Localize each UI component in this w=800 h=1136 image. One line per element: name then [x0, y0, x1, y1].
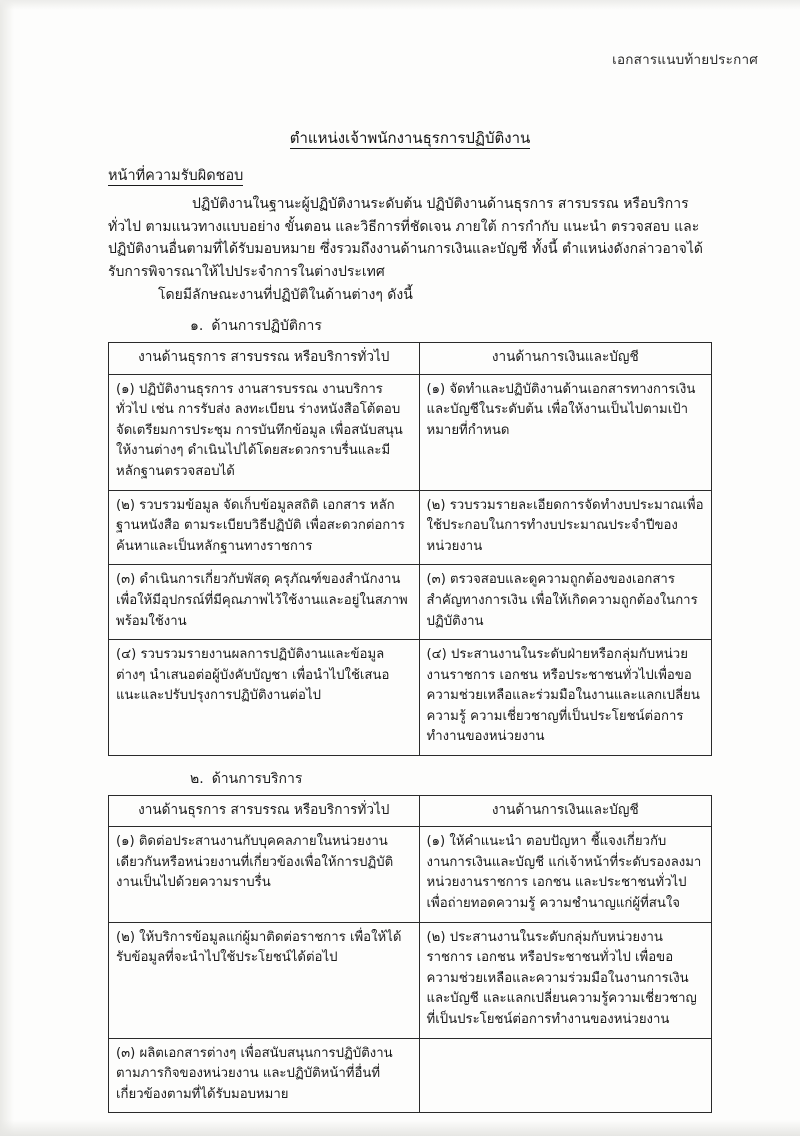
duty-cell-general: (๓) ผลิตเอกสารต่างๆ เพื่อสนับสนุนการปฏิบัติงานตามภารกิจของหน่วยงาน และปฏิบัติหน้าที่อื่นที่เกี่ยวข้องตามที่ได้รับมอบหมาย — [109, 1038, 420, 1113]
table-row — [109, 827, 712, 922]
page-title-text: ตำแหน่งเจ้าพนักงานธุรการปฏิบัติงาน — [289, 129, 531, 147]
duty-cell-general: (๒) ให้บริการข้อมูลแก่ผู้มาติดต่อราชการ เพื่อให้ได้รับข้อมูลที่จะนำไปใช้ประโยชน์ได้ต่อไป — [109, 922, 420, 1038]
duty-cell-finance: (๒) ประสานงานในระดับกลุ่มกับหน่วยงานราชการ เอกชน หรือประชาชนทั่วไป เพื่อขอความช่วยเหลือและความร่วมมือในงานการเงินและบัญชี และแลกเปลี่ยนความรู้ความเชี่ยวชาญที่เป็นประโยชน์ต่อการทำงานของหน่วยงาน — [419, 922, 711, 1038]
table-row — [109, 922, 712, 1038]
attachment-note: เอกสารแนบท้ายประกาศ — [612, 52, 758, 68]
intro-paragraph-2-text: โดยมีลักษณะงานที่ปฏิบัติในด้านต่างๆ ดังนี้ — [158, 286, 413, 303]
table-header-row — [109, 343, 712, 374]
duty-cell-finance: (๓) ตรวจสอบและดูความถูกต้องของเอกสารสำคัญทางการเงิน เพื่อให้เกิดความถูกต้องในการปฏิบัติงาน — [419, 565, 711, 640]
duty-cell-finance: (๑) ให้คำแนะนำ ตอบปัญหา ชี้แจงเกี่ยวกับงานการเงินและบัญชี แก่เจ้าหน้าที่ระดับรองลงมา หน่วยงานราชการ เอกชน และประชาชนทั่วไป เพื่อถ่ายทอดความรู้ ความชำนาญแก่ผู้ที่สนใจ — [419, 827, 711, 922]
column-header-finance-accounting: งานด้านการเงินและบัญชี — [419, 343, 711, 374]
section-1-number: ๑. — [190, 318, 204, 335]
section-1-title: ด้านการปฏิบัติการ — [211, 318, 322, 335]
duty-cell-general: (๑) ติดต่อประสานงานกับบุคคลภายในหน่วยงานเดียวกันหรือหน่วยงานที่เกี่ยวข้องเพื่อให้การปฏิบัติงานเป็นไปด้วยความราบรื่น — [109, 827, 420, 922]
section-1-heading — [108, 315, 712, 337]
responsibility-heading-text: หน้าที่ความรับผิดชอบ — [108, 168, 244, 184]
table-row — [109, 490, 712, 565]
column-header-general-admin: งานด้านธุรการ สารบรรณ หรือบริการทั่วไป — [109, 796, 420, 827]
table-row — [109, 640, 712, 756]
duties-table-section-2 — [108, 795, 712, 1113]
section-2-title: ด้านการบริการ — [211, 771, 303, 788]
intro-paragraph-1 — [108, 193, 712, 284]
duty-cell-general: (๒) รวบรวมข้อมูล จัดเก็บข้อมูลสถิติ เอกสาร หลักฐานหนังสือ ตามระเบียบวิธีปฏิบัติ เพื่อสะดวกต่อการค้นหาและเป็นหลักฐานทางราชการ — [109, 490, 420, 565]
duty-cell-finance: (๒) รวบรวมรายละเอียดการจัดทำงบประมาณเพื่อใช้ประกอบในการทำงบประมาณประจำปีของหน่วยงาน — [419, 490, 711, 565]
section-2-number: ๒. — [190, 771, 204, 788]
intro-paragraph-1-text: ปฏิบัติงานในฐานะผู้ปฏิบัติงานระดับต้น ปฏิบัติงานด้านธุรการ สารบรรณ หรือบริการทั่วไป ตามแนวทางแบบอย่าง ขั้นตอน และวิธีการที่ชัดเจน ภายใต้ การกำกับ แนะนำ ตรวจสอบ และปฏิบัติงานอื่นตามที่ได้รับมอบหมาย ซึ่งรวมถึงงานด้านการเงินและบัญชี ทั้งนี้ ตำแหน่งดังกล่าวอาจได้รับการพิจารณาให้ไปประจำการในต่างประเทศ — [108, 196, 703, 281]
duty-cell-general: (๔) รวบรวมรายงานผลการปฏิบัติงานและข้อมูลต่างๆ นำเสนอต่อผู้บังคับบัญชา เพื่อนำไปใช้เสนอแนะและปรับปรุงการปฏิบัติงานต่อไป — [109, 640, 420, 756]
column-header-general-admin: งานด้านธุรการ สารบรรณ หรือบริการทั่วไป — [109, 343, 420, 374]
intro-paragraph-2 — [108, 284, 712, 307]
scan-edge-left — [0, 0, 14, 1136]
scan-edge-top — [0, 0, 800, 10]
table-row — [109, 565, 712, 640]
document-content — [108, 126, 712, 1125]
page-title — [108, 126, 712, 150]
table-row — [109, 374, 712, 490]
duty-cell-finance: (๑) จัดทำและปฏิบัติงานด้านเอกสารทางการเงินและบัญชีในระดับต้น เพื่อให้งานเป็นไปตามเป้าหมายที่กำหนด — [419, 374, 711, 490]
duty-cell-general: (๓) ดำเนินการเกี่ยวกับพัสดุ ครุภัณฑ์ของสำนักงานเพื่อให้มีอุปกรณ์ที่มีคุณภาพไว้ใช้งานและอยู่ในสภาพพร้อมใช้งาน — [109, 565, 420, 640]
column-header-finance-accounting: งานด้านการเงินและบัญชี — [419, 796, 711, 827]
duty-cell-general: (๑) ปฏิบัติงานธุรการ งานสารบรรณ งานบริการทั่วไป เช่น การรับส่ง ลงทะเบียน ร่างหนังสือโต้ตอบ จัดเตรียมการประชุม การบันทึกข้อมูล เพื่อสนับสนุนให้งานต่างๆ ดำเนินไปได้โดยสะดวกราบรื่นและมีหลักฐานตรวจสอบได้ — [109, 374, 420, 490]
table-header-row — [109, 796, 712, 827]
section-2-heading — [108, 768, 712, 790]
duty-cell-finance-empty — [419, 1038, 711, 1113]
duty-cell-finance: (๔) ประสานงานในระดับฝ่ายหรือกลุ่มกับหน่วยงานราชการ เอกชน หรือประชาชนทั่วไปเพื่อขอความช่วยเหลือและร่วมมือในงานและแลกเปลี่ยนความรู้ ความเชี่ยวชาญที่เป็นประโยชน์ต่อการทำงานของหน่วยงาน — [419, 640, 711, 756]
responsibility-heading — [108, 164, 712, 187]
table-row — [109, 1038, 712, 1113]
duties-table-section-1 — [108, 342, 712, 756]
